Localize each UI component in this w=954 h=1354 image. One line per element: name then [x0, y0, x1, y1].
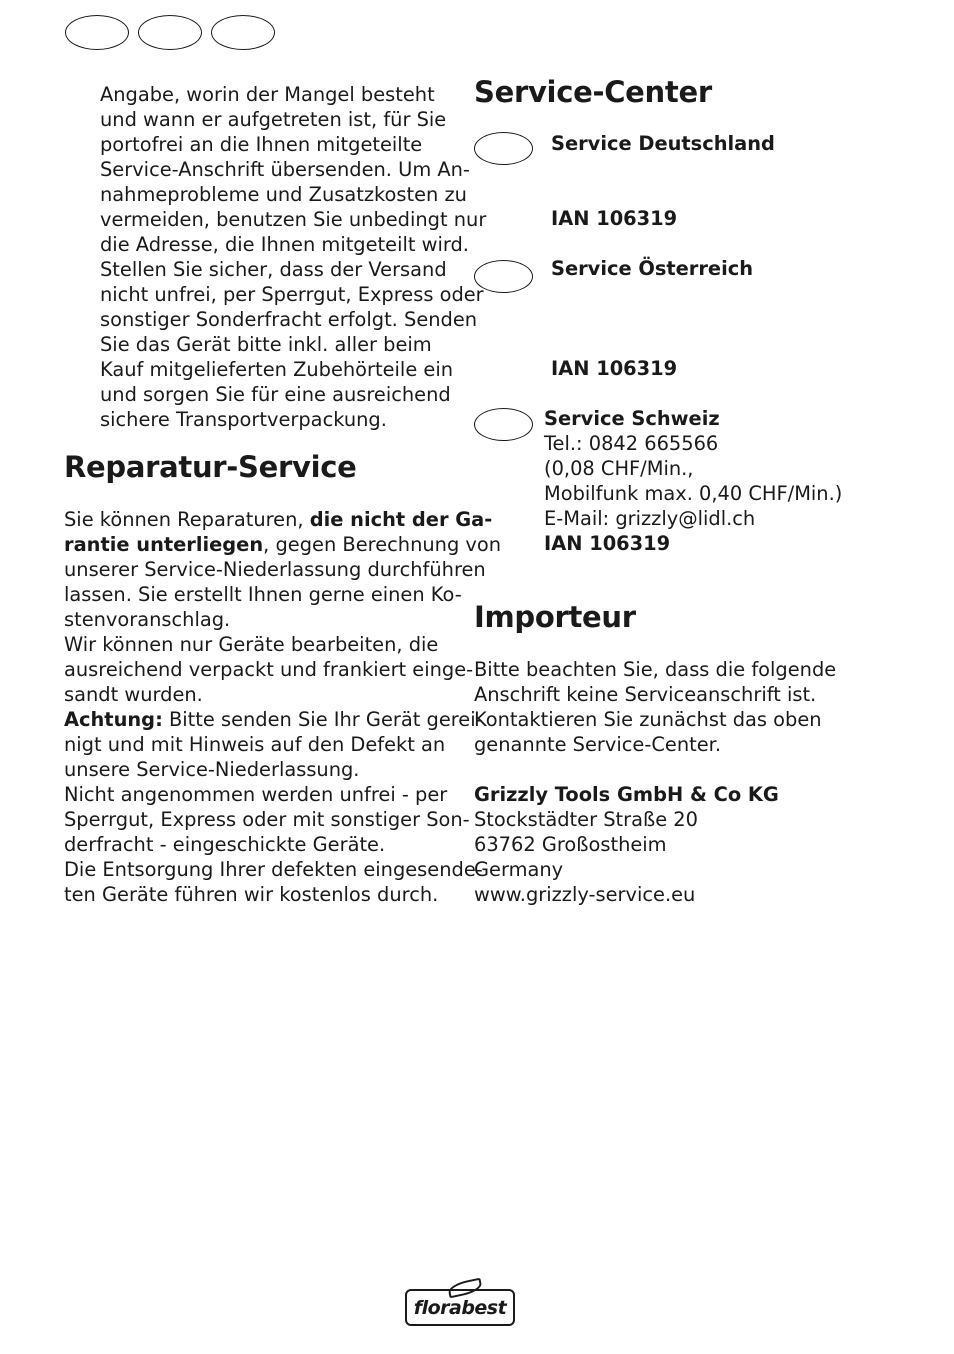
service-ch-title: Service Schweiz — [544, 407, 720, 430]
repair-line: lassen. Sie erstellt Ihnen gerne einen Ko- — [64, 583, 462, 606]
intro-line: und sorgen Sie für eine ausreichend — [100, 383, 451, 406]
attention-label: Achtung: — [64, 708, 163, 731]
language-oval-1 — [65, 15, 129, 50]
repair-paragraph — [64, 507, 501, 907]
repair-emphasis: rantie unterliegen — [64, 533, 264, 556]
intro-paragraph — [100, 82, 486, 432]
service-at-ian: IAN 106319 — [551, 357, 678, 380]
intro-line: sichere Transportverpackung. — [100, 408, 387, 431]
country-oval-de — [474, 132, 533, 165]
repair-service-heading: Reparatur-Service — [64, 450, 357, 484]
company-name: Grizzly Tools GmbH & Co KG — [474, 783, 779, 806]
repair-line: Nicht angenommen werden unfrei - per — [64, 783, 448, 806]
country-oval-at — [474, 260, 533, 293]
repair-line — [64, 507, 501, 532]
repair-line: Wir können nur Geräte bearbeiten, die — [64, 633, 439, 656]
service-ch-line: Tel.: 0842 665566 — [544, 432, 719, 455]
intro-line: portofrei an die Ihnen mitgeteilte — [100, 133, 423, 156]
repair-text: , gegen Berechnung von — [263, 533, 502, 556]
intro-line: Service-Anschrift übersenden. Um An- — [100, 158, 470, 181]
intro-line: die Adresse, die Ihnen mitgeteilt wird. — [100, 233, 469, 256]
repair-line — [64, 707, 501, 732]
repair-line: ausreichend verpackt und frankiert einge- — [64, 658, 474, 681]
repair-line: Die Entsorgung Ihrer defekten eingesende- — [64, 858, 483, 881]
repair-line: unsere Service-Niederlassung. — [64, 758, 360, 781]
intro-line: vermeiden, benutzen Sie unbedingt nur — [100, 208, 487, 231]
language-oval-3 — [211, 15, 275, 50]
intro-line: nahmeprobleme und Zusatzkosten zu — [100, 183, 467, 206]
intro-line: nicht unfrei, per Sperrgut, Express oder — [100, 283, 484, 306]
intro-line: Stellen Sie sicher, dass der Versand — [100, 258, 447, 281]
service-at-title: Service Österreich — [551, 257, 754, 280]
country-oval-ch — [474, 408, 533, 441]
repair-text: Bitte senden Sie Ihr Gerät gerei- — [162, 708, 483, 731]
repair-line — [64, 532, 501, 557]
florabest-logo — [405, 1289, 515, 1326]
address-line: Stockstädter Straße 20 — [474, 808, 698, 831]
importer-note-line: Anschrift keine Serviceanschrift ist. — [474, 683, 817, 706]
service-ch-line: Mobilfunk max. 0,40 CHF/Min.) — [544, 482, 843, 505]
importer-note-line: Kontaktieren Sie zunächst das oben — [474, 708, 822, 731]
intro-line: Sie das Gerät bitte inkl. aller beim — [100, 333, 432, 356]
importer-note-line: genannte Service-Center. — [474, 733, 721, 756]
importer-note — [474, 657, 836, 757]
repair-line: unserer Service-Niederlassung durchführen — [64, 558, 486, 581]
address-line: Germany — [474, 858, 564, 881]
logo-text: florabest — [413, 1296, 507, 1319]
service-de-ian: IAN 106319 — [551, 207, 678, 230]
repair-line: Sperrgut, Express oder mit sonstiger Son- — [64, 808, 470, 831]
repair-line: ten Geräte führen wir kostenlos durch. — [64, 883, 439, 906]
website-link[interactable]: www.grizzly-service.eu — [474, 883, 696, 906]
language-oval-2 — [138, 15, 202, 50]
repair-line: stenvoranschlag. — [64, 608, 231, 631]
service-de-title: Service Deutschland — [551, 132, 775, 155]
intro-line: sonstiger Sonderfracht erfolgt. Senden — [100, 308, 478, 331]
importer-address — [474, 782, 779, 907]
service-ch-block — [544, 406, 842, 556]
repair-line: sandt wurden. — [64, 683, 203, 706]
repair-line: nigt und mit Hinweis auf den Defekt an — [64, 733, 446, 756]
importer-heading: Importeur — [474, 600, 636, 634]
repair-emphasis: die nicht der Ga- — [309, 508, 493, 531]
repair-text: Sie können Reparaturen, — [64, 508, 310, 531]
service-ch-line: (0,08 CHF/Min., — [544, 457, 694, 480]
address-line: 63762 Großostheim — [474, 833, 667, 856]
intro-line: und wann er aufgetreten ist, für Sie — [100, 108, 447, 131]
service-ch-line: E-Mail: grizzly@lidl.ch — [544, 507, 756, 530]
intro-line: Angabe, worin der Mangel besteht — [100, 83, 435, 106]
service-ch-ian: IAN 106319 — [544, 532, 671, 555]
importer-note-line: Bitte beachten Sie, dass die folgende — [474, 658, 837, 681]
repair-line: derfracht - eingeschickte Geräte. — [64, 833, 386, 856]
service-center-heading: Service-Center — [474, 75, 712, 109]
intro-line: Kauf mitgelieferten Zubehörteile ein — [100, 358, 454, 381]
